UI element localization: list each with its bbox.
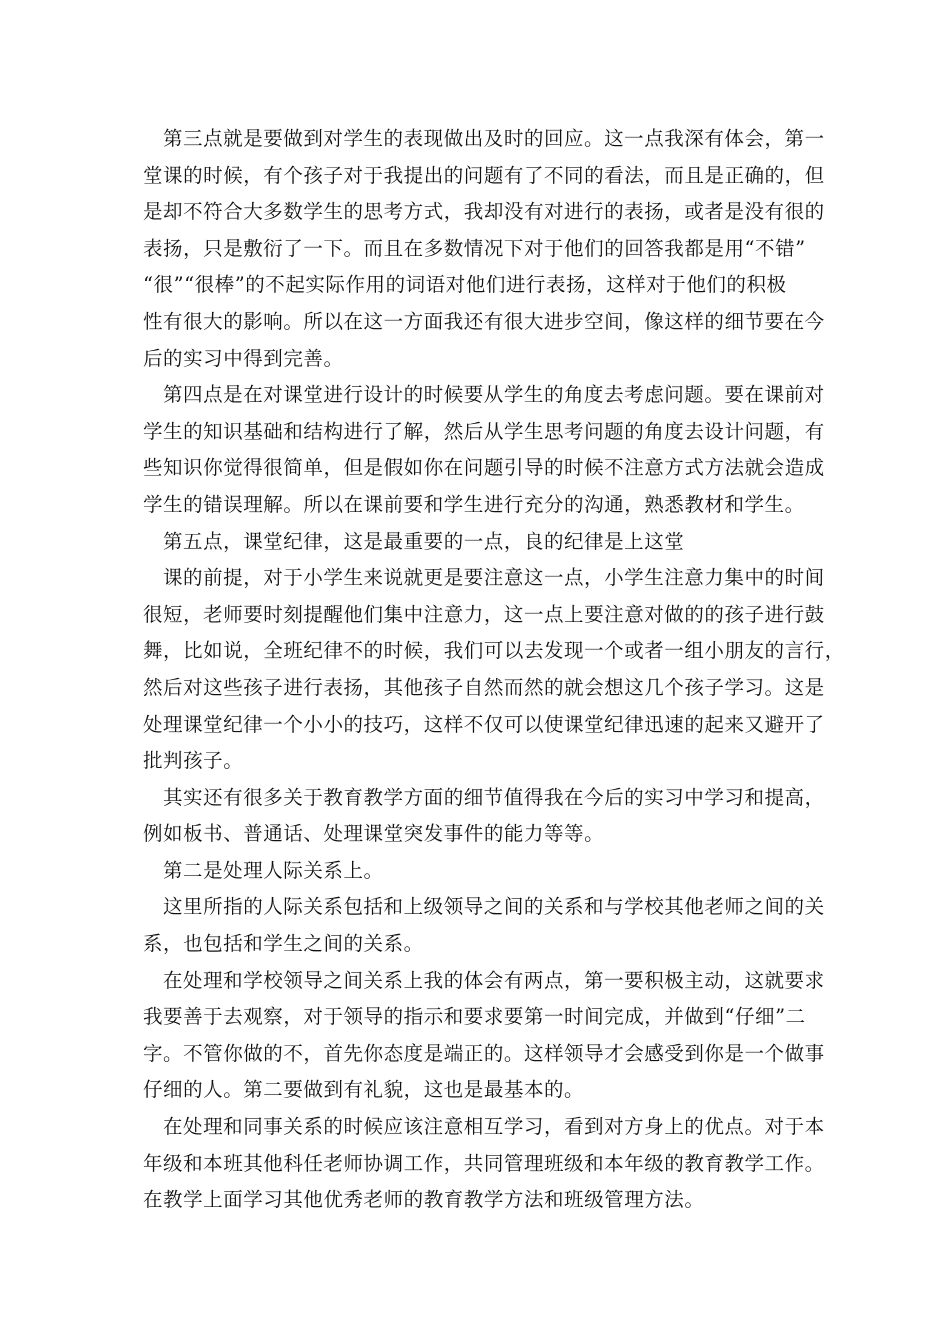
text-line: 学生的知识基础和结构进行了解，然后从学生思考问题的角度去设计问题，有 xyxy=(143,419,825,443)
text-line: 这里所指的人际关系包括和上级领导之间的关系和与学校其他老师之间的关 xyxy=(163,895,825,919)
text-line: 表扬，只是敷衍了一下。而且在多数情况下对于他们的回答我都是用“不错” xyxy=(143,236,806,260)
text-line: 其实还有很多关于教育教学方面的细节值得我在今后的实习中学习和提高， xyxy=(163,785,825,809)
text-line: 性有很大的影响。所以在这一方面我还有很大进步空间，像这样的细节要在今 xyxy=(143,309,825,333)
text-line: 课的前提，对于小学生来说就更是要注意这一点，小学生注意力集中的时间 xyxy=(163,566,825,590)
text-line: 后的实习中得到完善。 xyxy=(143,346,344,370)
text-line: 然后对这些孩子进行表扬，其他孩子自然而然的就会想这几个孩子学习。这是 xyxy=(143,675,825,699)
text-line: 在处理和同事关系的时候应该注意相互学习，看到对方身上的优点。对于本 xyxy=(163,1115,825,1139)
text-line: 些知识你觉得很简单，但是假如你在问题引导的时候不注意方式方法就会造成 xyxy=(143,456,825,480)
text-line: 字。不管你做的不，首先你态度是端正的。这样领导才会感受到你是一个做事 xyxy=(143,1041,825,1065)
text-line: 在教学上面学习其他优秀老师的教育教学方法和班级管理方法。 xyxy=(143,1188,705,1212)
text-line: 舞，比如说，全班纪律不的时候，我们可以去发现一个或者一组小朋友的言行， xyxy=(143,639,845,663)
text-line: 堂课的时候，有个孩子对于我提出的问题有了不同的看法，而且是正确的，但 xyxy=(143,163,825,187)
text-line: 批判孩子。 xyxy=(143,749,244,773)
text-line: 第三点就是要做到对学生的表现做出及时的回应。这一点我深有体会，第一 xyxy=(163,127,825,150)
text-line: 第二是处理人际关系上。 xyxy=(163,858,384,882)
text-line: 第五点，课堂纪律，这是最重要的一点，良的纪律是上这堂 xyxy=(163,529,685,553)
text-line: 学生的错误理解。所以在课前要和学生进行充分的沟通，熟悉教材和学生。 xyxy=(143,492,805,516)
text-line: 在处理和学校领导之间关系上我的体会有两点，第一要积极主动，这就要求 xyxy=(163,968,825,992)
text-line: “很”“很棒”的不起实际作用的词语对他们进行表扬，这样对于他们的积极 xyxy=(143,273,787,297)
text-line: 系，也包括和学生之间的关系。 xyxy=(143,932,424,956)
text-line: 例如板书、普通话、处理课堂突发事件的能力等等。 xyxy=(143,822,605,846)
text-line: 很短，老师要时刻提醒他们集中注意力，这一点上要注意对做的的孩子进行鼓 xyxy=(143,602,825,626)
text-line: 年级和本班其他科任老师协调工作，共同管理班级和本年级的教育教学工作。 xyxy=(143,1151,825,1175)
text-line: 我要善于去观察，对于领导的指示和要求要第一时间完成，并做到“仔细”二 xyxy=(143,1005,806,1029)
text-line: 仔细的人。第二要做到有礼貌，这也是最基本的。 xyxy=(143,1078,585,1102)
text-line: 第四点是在对课堂进行设计的时候要从学生的角度去考虑问题。要在课前对 xyxy=(163,383,825,407)
document-body xyxy=(143,121,845,1219)
text-line: 处理课堂纪律一个小小的技巧，这样不仅可以使课堂纪律迅速的起来又避开了 xyxy=(143,712,825,736)
text-line: 是却不符合大多数学生的思考方式，我却没有对进行的表扬，或者是没有很的 xyxy=(143,200,825,224)
